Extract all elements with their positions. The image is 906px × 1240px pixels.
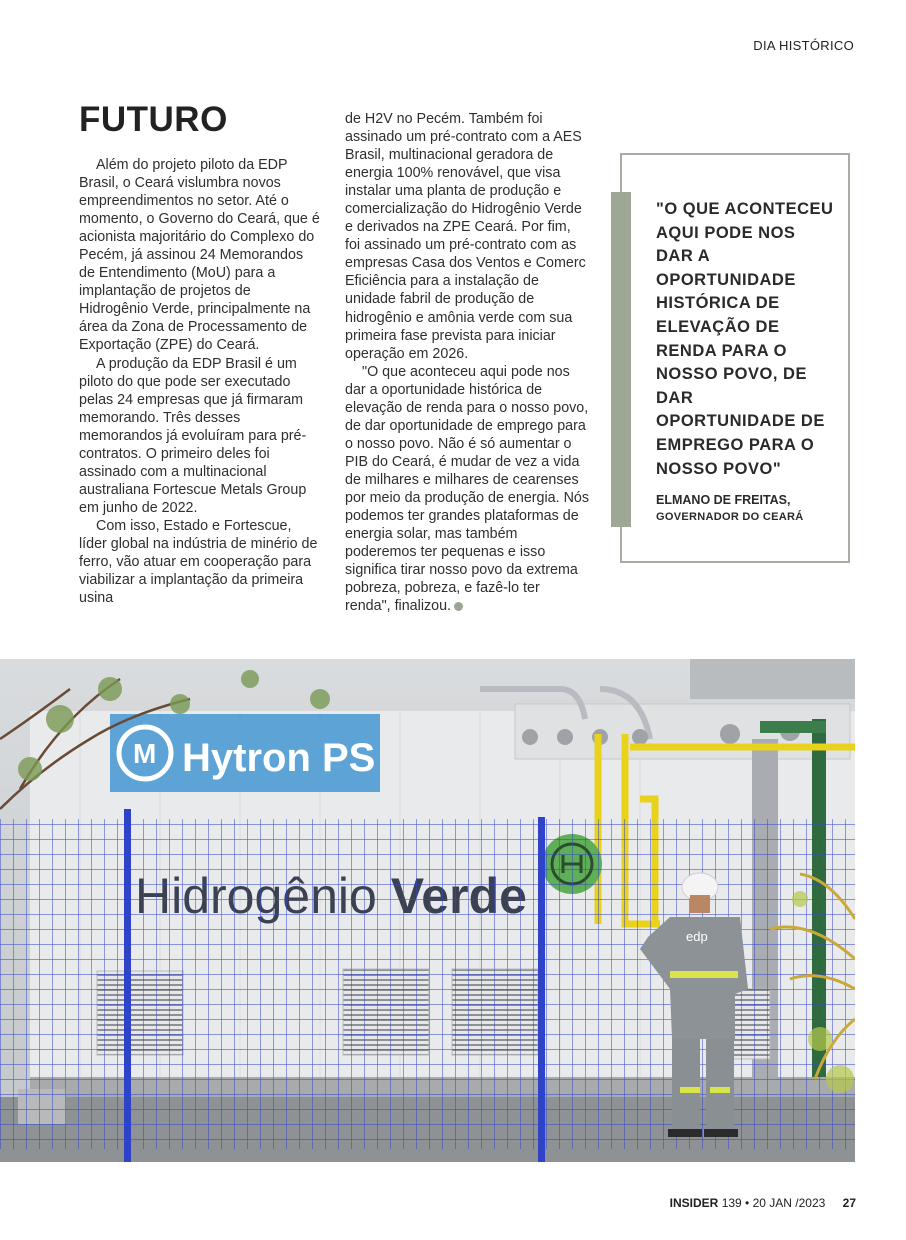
pullquote-attribution — [656, 492, 846, 526]
page-footer — [670, 1196, 856, 1210]
paragraph — [345, 363, 589, 616]
paragraph: Além do projeto piloto da EDP Brasil, o Ceará vislumbra novos empreendimentos no setor. Até o momento, o Governo do Ceará, que é acionista majoritário do Complexo do Pecém, já assinou 24 Memorandos de Entendimento (MoU) para a implantação de projetos de Hidrogênio Verde, principalmente na área da Zona de Processamento de Exportação (ZPE) do Ceará. — [79, 157, 320, 354]
article-column-2 — [345, 110, 589, 615]
pullquote-author: ELMANO DE FREITAS, — [656, 493, 791, 507]
svg-text:M: M — [133, 738, 157, 769]
pullquote-accent-bar — [611, 192, 631, 527]
section-label: DIA HISTÓRICO — [753, 38, 854, 53]
hytron-logo-text: Hytron PS — [182, 736, 376, 780]
magazine-name: INSIDER — [669, 1196, 719, 1210]
page-number: 27 — [842, 1196, 856, 1210]
vest-logo: edp — [686, 929, 708, 944]
hydrogen-plant-photo — [0, 659, 855, 1162]
issue-info: 139 • 20 JAN /2023 — [721, 1196, 826, 1210]
paragraph: Com isso, Estado e Fortescue, líder global na indústria de minério de ferro, vão atuar em cooperação para viabilizar a implantação da primeira usina — [79, 517, 318, 607]
paragraph-text: "O que aconteceu aqui pode nos dar a oportunidade histórica de elevação de renda para o nosso povo, de dar oportunidade de emprego para o nosso povo. Não é só aumentar o PIB do Ceará, é mudar de vez a vida de milhares e milhares de cearenses por meio da produção de energia. Nós podemos ter grandes plataformas de energia solar, mas também poderemos ter pequenas e isso significa tirar nosso povo da extrema pobreza, pobreza, e fazê-lo ter renda", finalizou. — [345, 363, 589, 615]
photo-illustration — [0, 659, 855, 1162]
pullquote-text: "O QUE ACONTECEU AQUI PODE NOS DAR A OPORTUNIDADE HISTÓRICA DE ELEVAÇÃO DE RENDA PARA O NOSSO POVO, DE DAR OPORTUNIDADE DE EMPREGO PARA O NOSSO POVO" — [656, 200, 834, 478]
article-column-1 — [79, 156, 321, 607]
pullquote-author-role: GOVERNADOR DO CEARÁ — [656, 511, 804, 523]
paragraph: A produção da EDP Brasil é um piloto do que pode ser executado pelas 24 empresas que já firmaram memorando. Três desses memorandos já evoluíram para pré-contratos. O primeiro deles foi assinado com a multinacional australiana Fortescue Metals Group em junho de 2022. — [79, 355, 307, 516]
article-title: FUTURO — [79, 100, 228, 139]
end-of-article-icon — [454, 602, 463, 611]
paragraph: de H2V no Pecém. Também foi assinado um pré-contrato com a AES Brasil, multinacional geradora de energia 100% renovável, que visa instalar uma planta de produção e comercialização do Hidrogênio Verde e derivados na ZPE Ceará. Por fim, foi assinado um pré-contrato com as empresas Casa dos Ventos e Comerc Eficiência para a instalação de unidade fabril de produção de hidrogênio e amônia verde com sua primeira fase prevista para iniciar operação em 2026. — [345, 111, 586, 362]
